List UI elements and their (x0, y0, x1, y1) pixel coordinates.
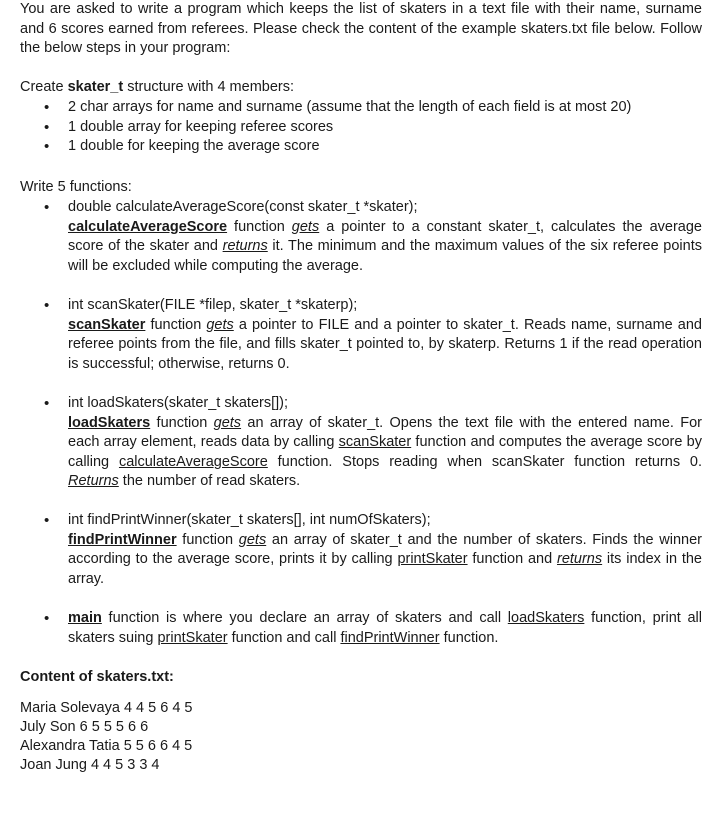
function-description: • main function is where you declare an array of skaters and call loadSkaters function, print all skaters suing printSkater function and call findPrintWinner function. (68, 610, 702, 646)
struct-member-list (20, 98, 702, 157)
function-description: loadSkaters function gets an array of skater_t. Opens the text file with the entered name. For each array element, reads data by calling scanSkater function and computes the average score by calling calculateAverageScore function. Stops reading when scanSkater function returns 0. Returns the number of read skaters. (68, 414, 702, 489)
function-signature: int scanSkater(FILE *filep, skater_t *skaterp); (68, 297, 358, 313)
function-name: findPrintWinner (68, 531, 177, 548)
function-signature: int loadSkaters(skater_t skaters[]); (68, 395, 288, 411)
file-content-heading: Content of skaters.txt: (20, 669, 174, 685)
function-description: findPrintWinner function gets an array of skater_t and the number of skaters. Finds the winner according to the average score, prints it by calling printSkater function and returns its index in the array. (68, 531, 702, 587)
file-line: July Son 6 5 5 5 6 6 (20, 719, 149, 735)
file-line: Alexandra Tatia 5 5 6 6 4 5 (20, 738, 193, 754)
function-item-scan-skater (20, 296, 702, 374)
file-line: Joan Jung 4 4 5 3 3 4 (20, 757, 160, 773)
function-list (20, 511, 702, 589)
list-item: • 1 double array for keeping referee scores (20, 118, 702, 138)
function-description: scanSkater function gets a pointer to FILE and a pointer to skater_t. Reads name, surname and referee points from the file, and fills skater_t pointed to, by skaterp. Returns 1 if the read operation is successful; otherwise, returns 0. (68, 316, 702, 372)
function-name: loadSkaters (68, 414, 151, 431)
function-list (20, 296, 702, 374)
function-signature: double calculateAverageScore(const skater_t *skater); (68, 199, 418, 215)
function-description: calculateAverageScore function gets a pointer to a constant skater_t, calculates the average score of the skater and returns it. The minimum and the maximum values of the six referee points will be excluded while computing the average. (68, 218, 702, 274)
functions-heading: Write 5 functions: (20, 179, 132, 195)
list-item: • 1 double for keeping the average score (20, 137, 702, 157)
function-item-main (20, 609, 702, 648)
function-item-find-print-winner (20, 511, 702, 589)
file-content-block (20, 699, 193, 775)
function-signature: int findPrintWinner(skater_t skaters[], int numOfSkaters); (68, 512, 431, 528)
intro-paragraph: You are asked to write a program which keeps the list of skaters in a text file with their name, surname and 6 scores earned from referees. Please check the content of the example skaters.txt file below. Follow the below steps in your program: (20, 1, 702, 56)
file-line: Maria Solevaya 4 4 5 6 4 5 (20, 700, 193, 716)
struct-heading: Create skater_t structure with 4 members: (20, 79, 295, 95)
function-name: main (68, 610, 102, 626)
list-item: • 2 char arrays for name and surname (assume that the length of each field is at most 20) (20, 98, 702, 118)
function-list (20, 394, 702, 492)
function-name: scanSkater (68, 316, 146, 333)
function-item-calculate-average-score (20, 198, 702, 276)
function-name: calculateAverageScore (68, 218, 228, 235)
function-item-load-skaters (20, 394, 702, 492)
function-list (20, 609, 702, 648)
function-list (20, 198, 702, 276)
struct-name: skater_t (67, 79, 124, 95)
